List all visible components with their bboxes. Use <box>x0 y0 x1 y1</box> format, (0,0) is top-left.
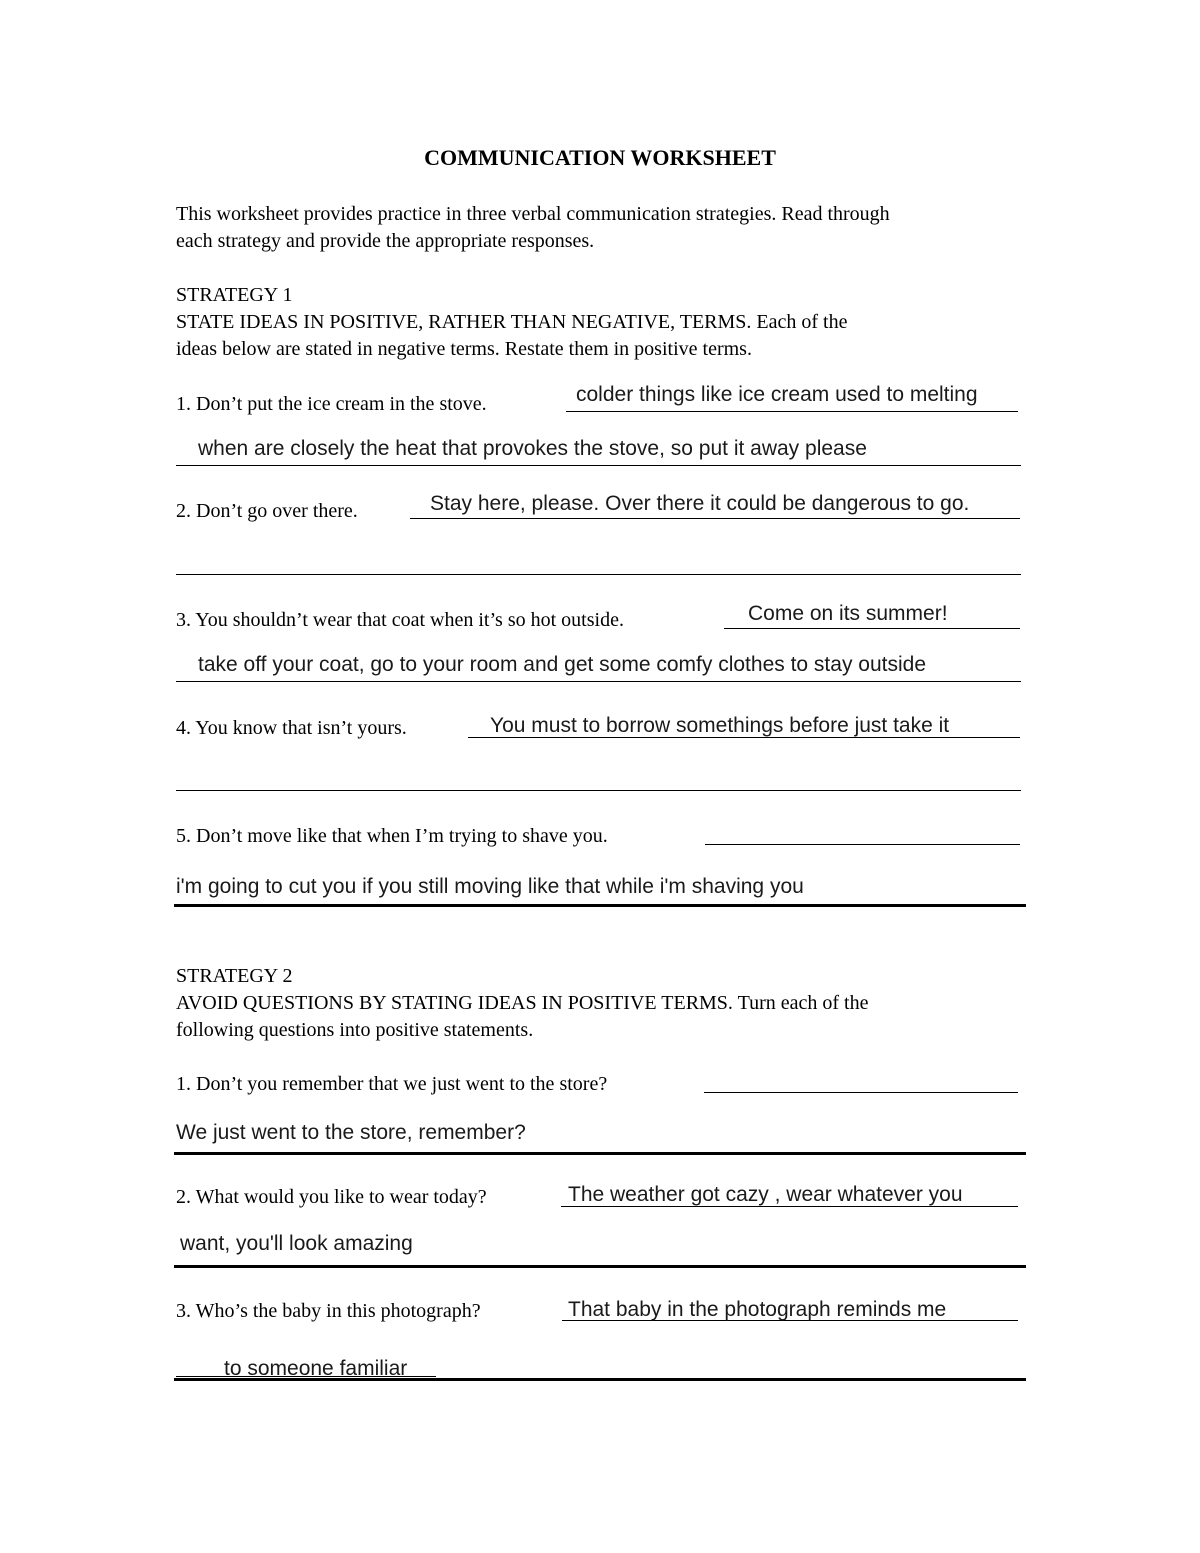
s1-item-3-answer-line-1[interactable] <box>724 628 1020 629</box>
s2-item-1-answer-line-1[interactable] <box>704 1092 1018 1093</box>
s1-item-3-answer-text-1: Come on its summer! <box>748 602 948 625</box>
s2-item-1-answer-text-2: We just went to the store, remember? <box>176 1121 526 1144</box>
s1-item-5-answer-line-1[interactable] <box>705 844 1020 845</box>
s1-item-5-answer-line-2[interactable] <box>174 904 1026 907</box>
s1-item-4-answer-text-1: You must to borrow somethings before just take it <box>490 714 950 737</box>
s1-item-5-prompt: 5. Don’t move like that when I’m trying to shave you. <box>176 825 608 847</box>
s1-item-2-answer-text-1: Stay here, please. Over there it could be dangerous to go. <box>430 492 970 515</box>
s2-item-1-prompt: 1. Don’t you remember that we just went to the store? <box>176 1073 608 1095</box>
s2-item-3-answer-text-2: to someone familiar <box>224 1357 408 1380</box>
strategy-1-heading: STRATEGY 1 <box>176 284 293 306</box>
strategy-2-heading: STRATEGY 2 <box>176 965 293 987</box>
s1-item-3-answer-text-2: take off your coat, go to your room and get some comfy clothes to stay outside <box>198 653 926 676</box>
s1-item-2-answer-line-1[interactable] <box>410 518 1020 519</box>
s2-item-2-answer-text-2: want, you'll look amazing <box>180 1232 413 1255</box>
s2-item-1-answer-line-2[interactable] <box>174 1152 1026 1155</box>
s1-item-1-answer-text-1: colder things like ice cream used to melting <box>576 383 978 406</box>
s2-item-3-prompt: 3. Who’s the baby in this photograph? <box>176 1300 481 1322</box>
intro-line-2: each strategy and provide the appropriate responses. <box>176 230 595 252</box>
s1-item-3-answer-line-2[interactable] <box>176 681 1021 682</box>
intro-line-1: This worksheet provides practice in three verbal communication strategies. Read through <box>176 203 890 225</box>
s1-item-1-answer-text-2: when are closely the heat that provokes the stove, so put it away please <box>198 437 867 460</box>
s2-item-2-prompt: 2. What would you like to wear today? <box>176 1186 487 1208</box>
s1-item-2-answer-line-2[interactable] <box>176 574 1021 575</box>
s1-item-1-answer-line-1[interactable] <box>566 411 1018 412</box>
s2-item-3-answer-text-1: That baby in the photograph reminds me <box>568 1298 947 1321</box>
s2-item-3-answer-line-2[interactable] <box>174 1378 1026 1381</box>
s1-item-5-answer-text-2: i'm going to cut you if you still moving like that while i'm shaving you <box>176 875 804 898</box>
worksheet-title: COMMUNICATION WORKSHEET <box>424 145 776 170</box>
strategy-2-instructions-line-1: AVOID QUESTIONS BY STATING IDEAS IN POSITIVE TERMS. Turn each of the <box>176 992 869 1014</box>
s1-item-2-prompt: 2. Don’t go over there. <box>176 500 358 522</box>
s1-item-3-prompt: 3. You shouldn’t wear that coat when it’s so hot outside. <box>176 609 624 631</box>
s1-item-4-prompt: 4. You know that isn’t yours. <box>176 717 407 739</box>
s1-item-1-answer-line-2[interactable] <box>176 465 1021 466</box>
strategy-2-instructions-line-2: following questions into positive statements. <box>176 1019 534 1041</box>
s2-item-2-answer-line-2[interactable] <box>174 1265 1026 1268</box>
strategy-1-instructions-line-1: STATE IDEAS IN POSITIVE, RATHER THAN NEGATIVE, TERMS. Each of the <box>176 311 848 333</box>
s1-item-4-answer-line-2[interactable] <box>176 790 1021 791</box>
strategy-1-instructions-line-2: ideas below are stated in negative terms. Restate them in positive terms. <box>176 338 752 360</box>
s2-item-2-answer-text-1: The weather got cazy , wear whatever you <box>568 1183 963 1206</box>
s1-item-1-prompt: 1. Don’t put the ice cream in the stove. <box>176 393 487 415</box>
